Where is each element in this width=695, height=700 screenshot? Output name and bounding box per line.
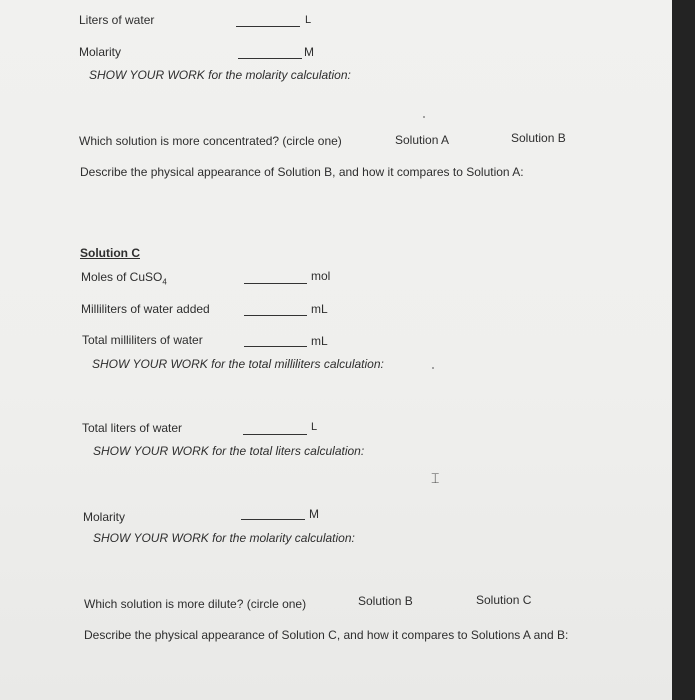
option-solution-c[interactable]: Solution C — [476, 593, 532, 607]
show-work-total-ml: SHOW YOUR WORK for the total milliliters calculation: — [92, 357, 384, 371]
speck — [432, 367, 434, 369]
total-l-label: Total liters of water — [82, 421, 183, 435]
text-cursor-icon: ⌶ — [431, 471, 440, 487]
moles-blank[interactable] — [244, 283, 307, 284]
ml-added-unit: mL — [311, 302, 328, 316]
show-work-molarity-c: SHOW YOUR WORK for the molarity calculation: — [93, 531, 355, 545]
describe-solution-c: Describe the physical appearance of Solution C, and how it compares to Solutions A and B: — [84, 628, 569, 642]
molarity-c-label: Molarity — [83, 510, 126, 524]
speck — [423, 116, 425, 118]
ml-added-label: Milliliters of water added — [81, 302, 210, 316]
moles-unit: mol — [311, 269, 331, 283]
liters-unit: L — [305, 14, 312, 26]
liters-blank[interactable] — [236, 26, 300, 27]
show-work-total-l: SHOW YOUR WORK for the total liters calculation: — [93, 444, 365, 458]
total-ml-label: Total milliliters of water — [82, 333, 203, 347]
question-concentrated — [79, 134, 342, 148]
total-l-blank[interactable] — [243, 434, 307, 435]
option-solution-b-dilute[interactable]: Solution B — [358, 594, 413, 608]
total-ml-unit: mL — [311, 334, 328, 348]
moles-label — [81, 270, 167, 289]
molarity-blank[interactable] — [238, 58, 302, 59]
total-l-unit: L — [311, 421, 318, 433]
moles-subscript: 4 — [162, 277, 167, 287]
question-concentrated-text: Which solution is more concentrated? (circle one) — [79, 134, 342, 148]
option-solution-b[interactable]: Solution B — [511, 131, 566, 145]
total-ml-blank[interactable] — [244, 346, 307, 347]
moles-label-text: Moles of CuSO — [81, 270, 163, 284]
molarity-label: Molarity — [79, 45, 122, 59]
molarity-unit: M — [304, 45, 314, 59]
molarity-c-blank[interactable] — [241, 519, 305, 520]
page-edge-shadow — [672, 0, 695, 700]
show-work-molarity: SHOW YOUR WORK for the molarity calculation: — [89, 68, 351, 82]
describe-solution-b: Describe the physical appearance of Solution B, and how it compares to Solution A: — [80, 165, 524, 179]
liters-label: Liters of water — [79, 13, 155, 27]
ml-added-blank[interactable] — [244, 315, 307, 316]
option-solution-a[interactable]: Solution A — [395, 133, 450, 147]
solution-c-heading: Solution C — [80, 246, 140, 260]
question-dilute: Which solution is more dilute? (circle one) — [84, 597, 307, 611]
molarity-c-unit: M — [309, 507, 319, 521]
